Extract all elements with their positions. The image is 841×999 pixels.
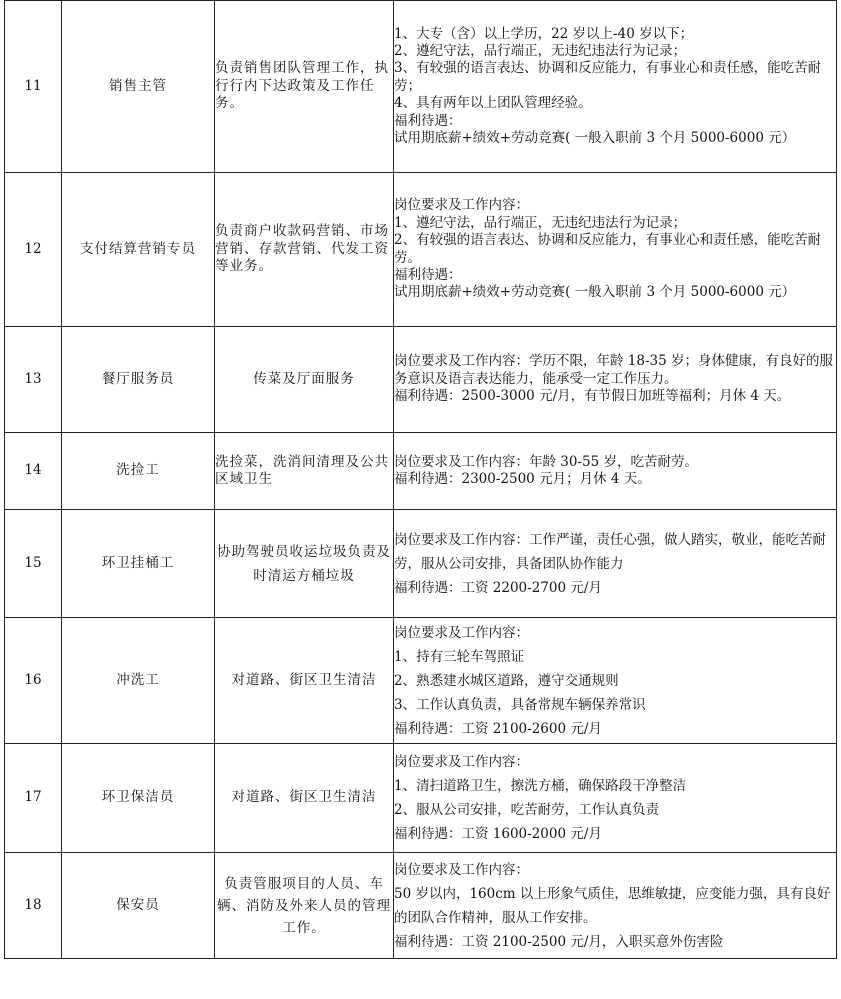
job-duty: 洗捡菜，洗消间清理及公共区域卫生 [215, 433, 394, 510]
requirement-line: 2、遵纪守法，品行端正，无违纪违法行为记录； [394, 42, 687, 59]
requirement-line: 1、清扫道路卫生，擦洗方桶，确保路段干净整洁 [394, 778, 687, 794]
job-requirements [394, 1, 837, 173]
job-table [4, 0, 837, 959]
requirement-line: 岗位要求及工作内容： [394, 197, 529, 214]
requirement-line: 福利待遇：工资 1600-2000 元/月 [394, 826, 602, 842]
job-duty: 对道路、街区卫生清洁 [215, 744, 394, 853]
requirement-line: 试用期底薪+绩效+劳动竞赛( 一般入职前 3 个月 5000-6000 元） [394, 130, 796, 147]
job-title: 餐厅服务员 [62, 327, 215, 433]
row-number: 12 [5, 173, 62, 327]
requirement-line: 岗位要求及工作内容：年龄 30-55 岁，吃苦耐劳。 [394, 453, 698, 470]
job-duty: 负责管服项目的人员、车辆、消防及外来人员的管理工作。 [215, 853, 394, 959]
requirement-line: 1、持有三轮车驾照证 [394, 648, 525, 665]
table-row [5, 1, 837, 173]
requirement-line: 福利待遇：工资 2100-2600 元/月 [394, 720, 602, 737]
row-number: 17 [5, 744, 62, 853]
job-title: 环卫挂桶工 [62, 510, 215, 618]
row-number: 15 [5, 510, 62, 618]
row-number: 14 [5, 433, 62, 510]
job-title: 保安员 [62, 853, 215, 959]
requirement-line: 岗位要求及工作内容： [394, 754, 529, 770]
row-number: 18 [5, 853, 62, 959]
job-requirements [394, 618, 837, 744]
job-title: 销售主管 [62, 1, 215, 173]
table-row [5, 510, 837, 618]
row-number: 16 [5, 618, 62, 744]
job-requirements [394, 173, 837, 327]
requirement-line: 3、有较强的语言表达、协调和反应能力，有事业心和责任感，能吃苦耐劳； [394, 60, 822, 94]
requirement-line: 2、有较强的语言表达、协调和反应能力，有事业心和责任感，能吃苦耐劳。 [394, 232, 822, 266]
job-duty: 传菜及厅面服务 [215, 327, 394, 433]
table-row [5, 853, 837, 959]
job-duty: 负责销售团队管理工作，执行行内下达政策及工作任务。 [215, 1, 394, 173]
job-title: 环卫保洁员 [62, 744, 215, 853]
job-duty: 协助驾驶员收运垃圾负责及时清运方桶垃圾 [215, 510, 394, 618]
requirement-line: 试用期底薪+绩效+劳动竞赛( 一般入职前 3 个月 5000-6000 元） [394, 284, 796, 301]
requirement-line: 50 岁以内，160cm 以上形象气质佳，思维敏捷，应变能力强，具有良好的团队合作精神，服从工作安排。 [394, 885, 831, 926]
job-duty: 负责商户收款码营销、市场营销、存款营销、代发工资等业务。 [215, 173, 394, 327]
table-row [5, 173, 837, 327]
job-requirements [394, 853, 837, 959]
requirement-line: 3、工作认真负责，具备常规车辆保养常识 [394, 696, 646, 713]
table-row [5, 327, 837, 433]
requirement-line: 1、遵纪守法，品行端正，无违纪违法行为记录； [394, 214, 687, 231]
requirement-line: 福利待遇：2500-3000 元/月，有节假日加班等福利；月休 4 天。 [394, 388, 791, 405]
table-row [5, 618, 837, 744]
requirement-line: 福利待遇：工资 2200-2700 元/月 [394, 579, 602, 596]
job-requirements [394, 433, 837, 510]
job-requirements [394, 510, 837, 618]
job-title: 支付结算营销专员 [62, 173, 215, 327]
job-requirements [394, 327, 837, 433]
requirement-line: 岗位要求及工作内容： [394, 861, 529, 878]
requirement-line: 4、具有两年以上团队管理经验。 [394, 95, 592, 112]
table-row [5, 433, 837, 510]
requirement-line: 1、大专（含）以上学历，22 岁以上-40 岁以下； [394, 25, 694, 42]
requirement-line: 岗位要求及工作内容：工作严谨，责任心强，做人踏实，敬业，能吃苦耐劳，服从公司安排，具备团队协作能力 [394, 531, 826, 572]
table-row [5, 744, 837, 853]
requirement-line: 岗位要求及工作内容：学历不限，年龄 18-35 岁；身体健康，有良好的服务意识及语言表达能力，能承受一定工作压力。 [394, 353, 833, 387]
requirement-line: 2、服从公司安排，吃苦耐劳，工作认真负责 [394, 802, 660, 818]
job-title: 冲洗工 [62, 618, 215, 744]
row-number: 11 [5, 1, 62, 173]
requirement-line: 福利待遇： [394, 266, 462, 283]
requirement-line: 岗位要求及工作内容： [394, 624, 529, 641]
row-number: 13 [5, 327, 62, 433]
requirement-line: 福利待遇：工资 2100-2500 元/月，入职买意外伤害险 [394, 933, 724, 950]
job-title: 洗捡工 [62, 433, 215, 510]
requirement-line: 福利待遇： [394, 112, 462, 129]
job-duty: 对道路、街区卫生清洁 [215, 618, 394, 744]
requirement-line: 2、熟悉建水城区道路，遵守交通规则 [394, 672, 619, 689]
requirement-line: 福利待遇：2300-2500 元月；月休 4 天。 [394, 471, 651, 487]
job-requirements [394, 744, 837, 853]
